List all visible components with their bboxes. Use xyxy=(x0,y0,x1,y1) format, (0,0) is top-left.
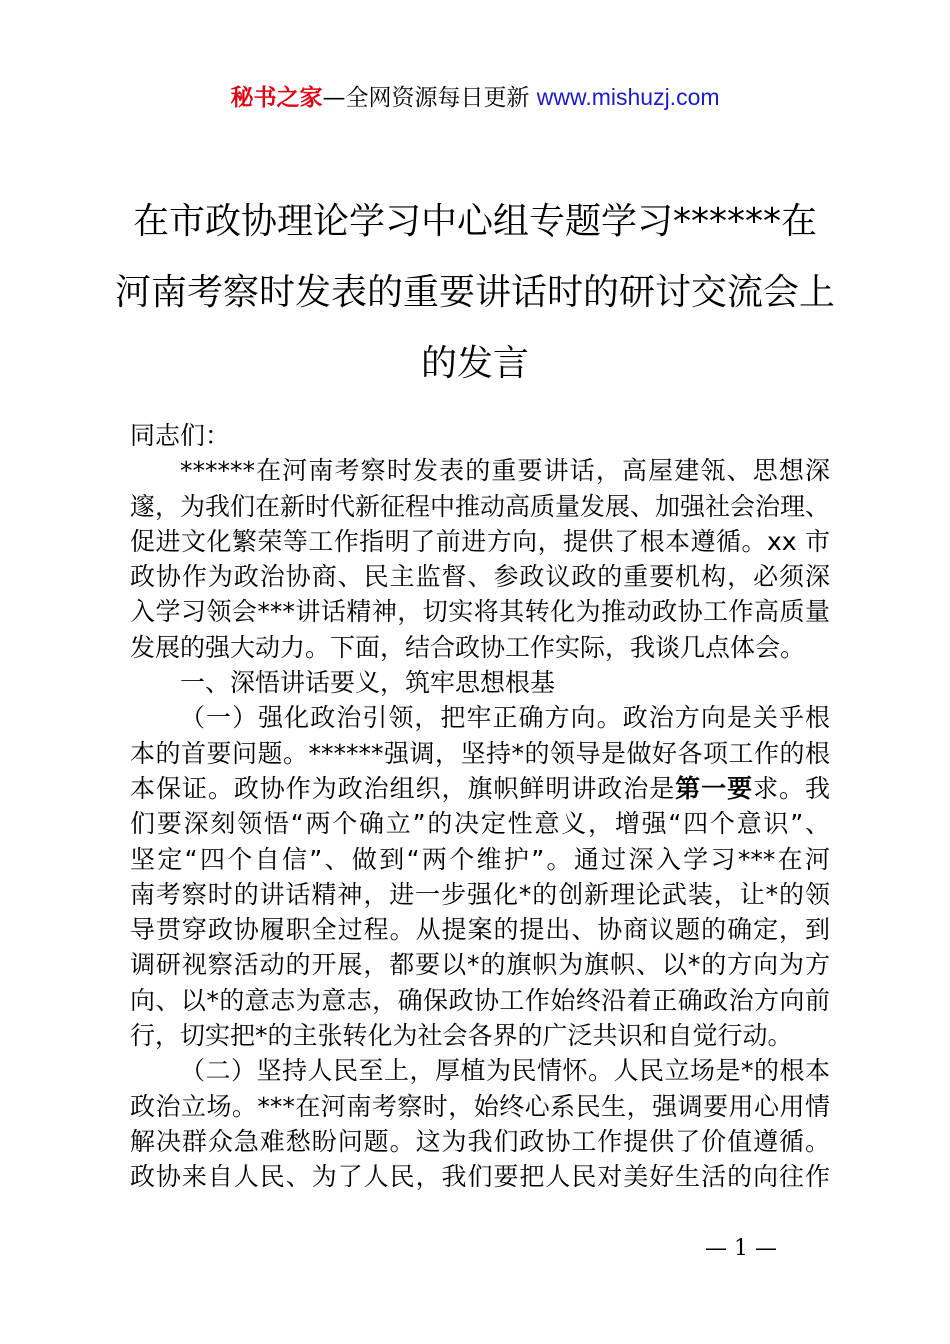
paragraph-line: 邃，为我们在新时代新征程中推动高质量发展、加强社会治理、 xyxy=(130,491,831,521)
paragraph-line: 入学习领会***讲话精神，切实将其转化为推动政协工作高质量 xyxy=(130,597,830,627)
paragraph-line: 向、以*的意志为意志，确保政协工作始终沿着正确政治方向前 xyxy=(130,985,830,1015)
paragraph-line: 调研视察活动的开展，都要以*的旗帜为旗帜、以*的方向为方 xyxy=(130,950,830,980)
paragraph-line: 政协来自人民、为了人民，我们要把人民对美好生活的向往作 xyxy=(130,1162,830,1192)
paragraph-intro xyxy=(130,453,830,665)
paragraph-line: 解决群众急难愁盼问题。这为我们政协工作提供了价值遵循。 xyxy=(130,1126,830,1156)
paragraph-line: ******在河南考察时发表的重要讲话，高屋建瓴、思想深 xyxy=(180,456,830,486)
brand-name: 秘书之家 xyxy=(230,85,323,111)
salutation: 同志们： xyxy=(130,421,231,450)
paragraph-line: 政协作为政治协商、民主监督、参政议政的重要机构，必须深 xyxy=(130,562,830,592)
paragraph-line: 行，切实把*的主张转化为社会各界的广泛共识和自觉行动。 xyxy=(130,1021,793,1051)
paragraph-line: 本的首要问题。******强调，坚持*的领导是做好各项工作的根 xyxy=(130,738,830,768)
paragraph-political-guidance xyxy=(130,700,830,1053)
document-title xyxy=(100,186,850,399)
header-tagline: —全网资源每日更新 xyxy=(322,85,530,111)
site-url-link[interactable]: www.mishuzj.com xyxy=(536,84,720,110)
paragraph-line: 促进文化繁荣等工作指明了前进方向，提供了根本遵循。xx 市 xyxy=(130,526,830,556)
paragraph-line: 导贯穿政协履职全过程。从提案的提出、协商议题的确定，到 xyxy=(130,915,830,945)
paragraph-line: 南考察时的讲话精神，进一步强化*的创新理论武装，让*的领 xyxy=(130,879,830,909)
paragraph-line: （一）强化政治引领，把牢正确方向。政治方向是关乎根 xyxy=(180,703,830,733)
paragraph-line: 发展的强大动力。下面，结合政协工作实际，我谈几点体会。 xyxy=(130,632,806,662)
section-heading: 一、深悟讲话要义，筑牢思想根基 xyxy=(180,668,556,698)
title-line: 在市政协理论学习中心组专题学习******在 xyxy=(132,201,817,242)
paragraph-line: 坚定“四个自信”、做到“两个维护”。通过深入学习***在河 xyxy=(130,844,830,874)
site-header xyxy=(0,80,950,115)
title-line: 的发言 xyxy=(420,343,529,384)
title-line: 河南考察时发表的重要讲话时的研讨交流会上 xyxy=(114,272,835,313)
text-run: 求。我 xyxy=(753,773,830,803)
page-number: — 1 — xyxy=(705,1236,777,1261)
paragraph-line xyxy=(130,771,830,806)
paragraph-people-first xyxy=(130,1053,830,1194)
paragraph-line: 政治立场。***在河南考察时，始终心系民生，强调要用心用情 xyxy=(130,1091,830,1121)
paragraph-line: 们要深刻领悟“两个确立”的决定性意义，增强“四个意识”、 xyxy=(130,809,830,839)
document-body xyxy=(130,418,830,1195)
text-run: 本保证。政协作为政治组织，旗帜鲜明讲政治是 xyxy=(130,773,676,803)
paragraph-line: （二）坚持人民至上，厚植为民情怀。人民立场是*的根本 xyxy=(180,1056,830,1086)
bold-text-run: 第一要 xyxy=(675,773,754,803)
